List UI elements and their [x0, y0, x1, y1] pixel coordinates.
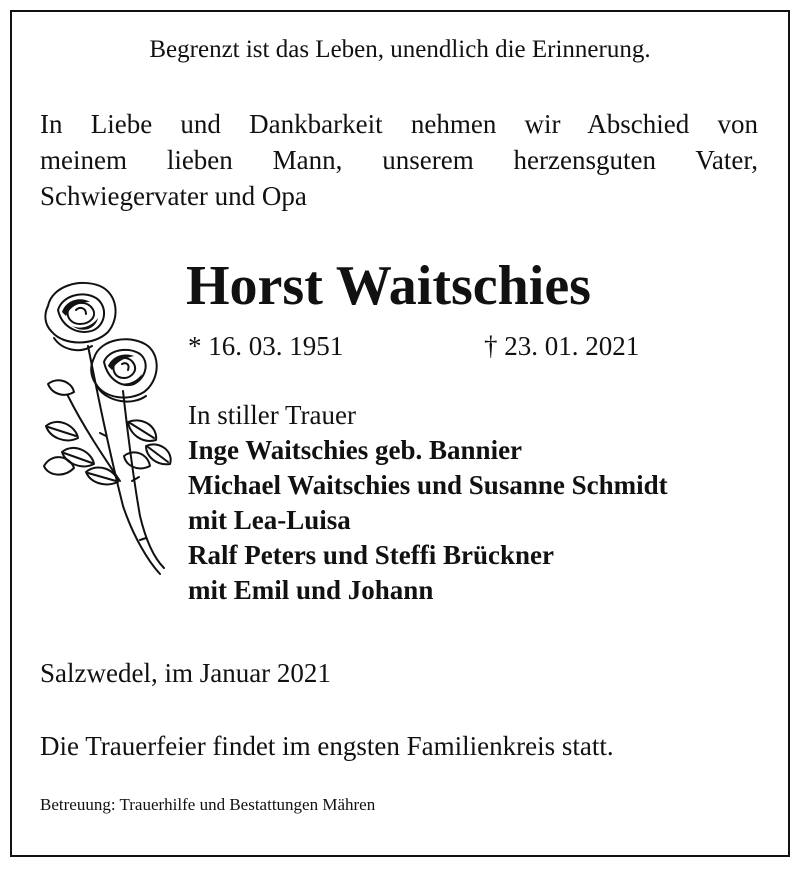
mourning-lead: In stiller Trauer [188, 400, 356, 430]
birth-date: * 16. 03. 1951 [188, 331, 344, 361]
death-date: † 23. 01. 2021 [484, 331, 640, 361]
deceased-name: Horst Waitschies [186, 255, 591, 317]
intro-text [40, 106, 758, 214]
motto-quote: Begrenzt ist das Leben, unendlich die Erinnerung. [149, 36, 651, 63]
funeral-home-credit: Betreuung: Trauerhilfe und Bestattungen Mähren [40, 795, 376, 814]
ceremony-note: Die Trauerfeier findet im engsten Familienkreis statt. [40, 731, 614, 761]
mourner-name: Michael Waitschies und Susanne Schmidt [188, 470, 668, 500]
mourner-name: mit Lea-Luisa [188, 505, 351, 535]
intro-line-2: meinem lieben Mann, unserem herzensguten Vater, [40, 145, 758, 175]
intro-line-3: Schwiegervater und Opa [40, 181, 307, 211]
mourner-name: Inge Waitschies geb. Bannier [188, 435, 523, 465]
mourner-name: mit Emil und Johann [188, 575, 434, 605]
place-date: Salzwedel, im Januar 2021 [40, 658, 331, 688]
mourner-name: Ralf Peters und Steffi Brückner [188, 540, 554, 570]
intro-line-1: In Liebe und Dankbarkeit nehmen wir Abschied von [40, 109, 758, 139]
roses-icon [28, 276, 178, 580]
mourners-list [188, 398, 668, 608]
